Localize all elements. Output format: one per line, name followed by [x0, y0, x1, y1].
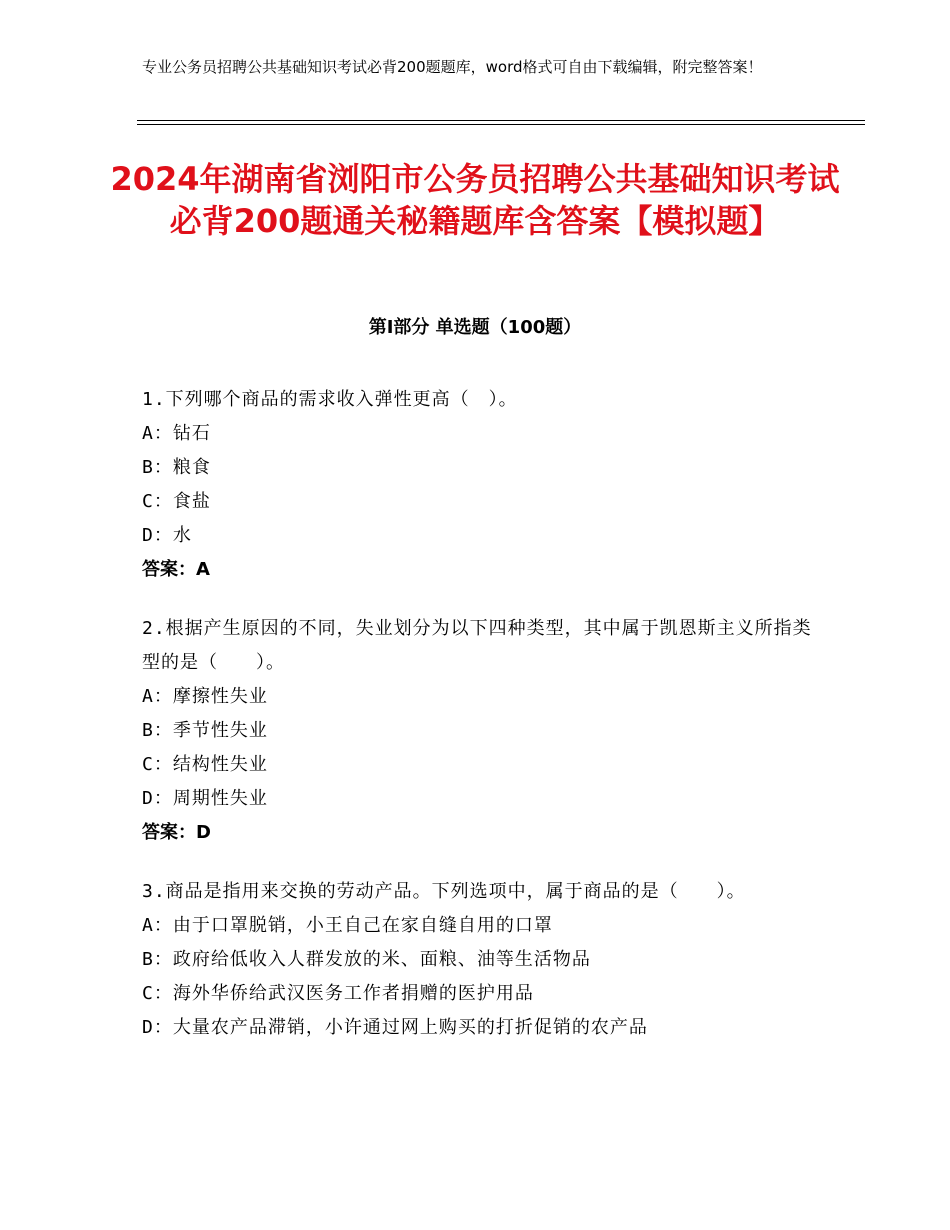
option-a: A：摩擦性失业 — [142, 686, 268, 707]
option-c: C：海外华侨给武汉医务工作者捐赠的医护用品 — [142, 983, 534, 1004]
question-stem: 1.下列哪个商品的需求收入弹性更高（ ）。 — [142, 389, 518, 410]
question-stem: 2.根据产生原因的不同，失业划分为以下四种类型，其中属于凯恩斯主义所指类型的是（ ）。 — [142, 618, 812, 673]
option-a: A：由于口罩脱销，小王自己在家自缝自用的口罩 — [142, 915, 553, 936]
section-title: 第Ⅰ部分 单选题（100题） — [368, 317, 582, 338]
header-note: 专业公务员招聘公共基础知识考试必背200题题库，word格式可自由下载编辑，附完整答案！ — [142, 58, 763, 76]
header-rule-thin — [137, 120, 865, 121]
question-3 — [142, 875, 822, 1045]
option-d: D：水 — [142, 525, 192, 546]
option-d: D：大量农产品滞销，小许通过网上购买的打折促销的农产品 — [142, 1017, 648, 1038]
option-b: B：粮食 — [142, 457, 211, 478]
answer: 答案：D — [142, 822, 211, 843]
option-a: A：钻石 — [142, 423, 211, 444]
question-list — [142, 383, 822, 1070]
option-b: B：季节性失业 — [142, 720, 268, 741]
question-stem: 3.商品是指用来交换的劳动产品。下列选项中，属于商品的是（ ）。 — [142, 881, 746, 902]
option-b: B：政府给低收入人群发放的米、面粮、油等生活物品 — [142, 949, 591, 970]
document-title: 2024年湖南省浏阳市公务员招聘公共基础知识考试必背200题通关秘籍题库含答案【模拟题】 — [110, 160, 840, 240]
option-d: D：周期性失业 — [142, 788, 268, 809]
option-c: C：食盐 — [142, 491, 211, 512]
answer: 答案：A — [142, 559, 210, 580]
header-rule-thick — [137, 124, 865, 125]
question-1 — [142, 383, 822, 587]
question-2 — [142, 612, 822, 850]
option-c: C：结构性失业 — [142, 754, 268, 775]
